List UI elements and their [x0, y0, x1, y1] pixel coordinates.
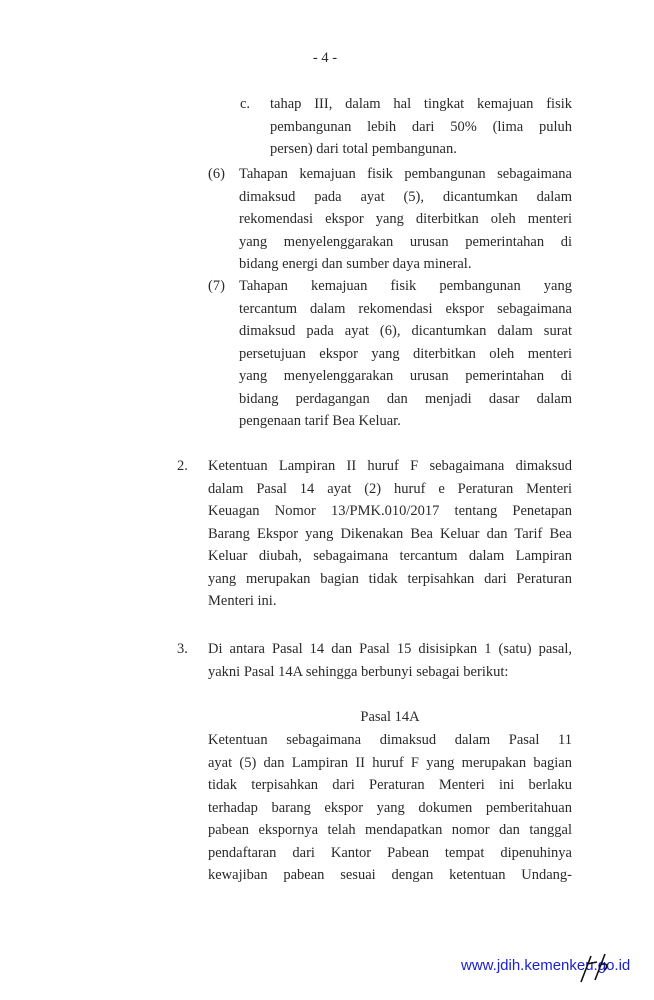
ayat-6-line: yang menyelenggarakan urusan pemerintahan di [239, 233, 572, 250]
item-c-marker: c. [240, 96, 251, 112]
pasal-14a-body-line: ayat (5) dan Lampiran II huruf F yang merupakan bagian [208, 754, 572, 771]
pasal-14a-body-line: Ketentuan sebagaimana dimaksud dalam Pasal 11 [208, 732, 572, 748]
item-3-marker: 3. [177, 641, 188, 657]
ayat-7-line: yang menyelenggarakan urusan pemerintahan di [239, 368, 572, 384]
pasal-heading: Pasal 14A [360, 709, 420, 725]
ayat-7-line: tercantum dalam rekomendasi ekspor sebagaimana [239, 300, 572, 317]
pasal-14a-body-line: tidak terpisahkan dari Peraturan Menteri ini berlaku [208, 777, 572, 793]
item-2-line: dalam Pasal 14 ayat (2) huruf e Peraturan Menteri [208, 480, 572, 497]
item-c-line: pembangunan lebih dari 50% (lima puluh [270, 118, 572, 135]
pasal-14a-body-line: pendaftaran dari Kantor Pabean tempat dipenuhinya [208, 844, 572, 861]
item-c-line: tahap III, dalam hal tingkat kemajuan fisik [270, 96, 572, 112]
ayat-6-marker: (6) [208, 166, 225, 182]
item-2-line: Menteri ini. [208, 593, 277, 609]
ayat-7-line: Tahapan kemajuan fisik pembangunan yang [239, 278, 572, 294]
item-c-line: persen) dari total pembangunan. [270, 141, 457, 157]
pasal-14a-body-line: terhadap barang ekspor yang dokumen pemberitahuan [208, 799, 572, 816]
item-3-line: yakni Pasal 14A sehingga berbunyi sebagai berikut: [208, 663, 509, 680]
ayat-6-line: dimaksud pada ayat (5), dicantumkan dalam [239, 188, 572, 205]
ayat-6-line: bidang energi dan sumber daya mineral. [239, 256, 472, 272]
item-3-line: Di antara Pasal 14 dan Pasal 15 disisipkan 1 (satu) pasal, [208, 641, 572, 657]
ayat-7-line: dimaksud pada ayat (6), dicantumkan dalam surat [239, 323, 572, 339]
ayat-7-marker: (7) [208, 278, 225, 294]
ayat-6-line: Tahapan kemajuan fisik pembangunan sebagaimana [239, 166, 572, 182]
ayat-7-line: persetujuan ekspor yang diterbitkan oleh menteri [239, 345, 572, 362]
ayat-6-line: rekomendasi ekspor yang diterbitkan oleh menteri [239, 211, 572, 227]
item-2-line: yang merupakan bagian tidak terpisahkan dari Peraturan [208, 570, 572, 587]
pasal-14a-body-line: pabean ekspornya telah mendapatkan nomor dan tanggal [208, 822, 572, 838]
footer-url-link[interactable]: www.jdih.kemenkeu.go.id [461, 957, 631, 974]
ayat-7-line: pengenaan tarif Bea Keluar. [239, 413, 401, 429]
item-2-line: Ketentuan Lampiran II huruf F sebagaimana dimaksud [208, 458, 572, 474]
ayat-7-line: bidang perdagangan dan menjadi dasar dalam [239, 390, 572, 407]
pasal-14a-body-line: kewajiban pabean sesuai dengan ketentuan Undang- [208, 867, 572, 883]
item-2-line: Barang Ekspor yang Dikenakan Bea Keluar dan Tarif Bea [208, 525, 572, 542]
item-2-line: Keluar diubah, sebagaimana tercantum dalam Lampiran [208, 548, 572, 564]
signature-initials [575, 950, 615, 984]
page-number: - 4 - [312, 50, 338, 66]
item-2-marker: 2. [177, 458, 188, 474]
item-2-line: Keuagan Nomor 13/PMK.010/2017 tentang Penetapan [208, 503, 572, 519]
